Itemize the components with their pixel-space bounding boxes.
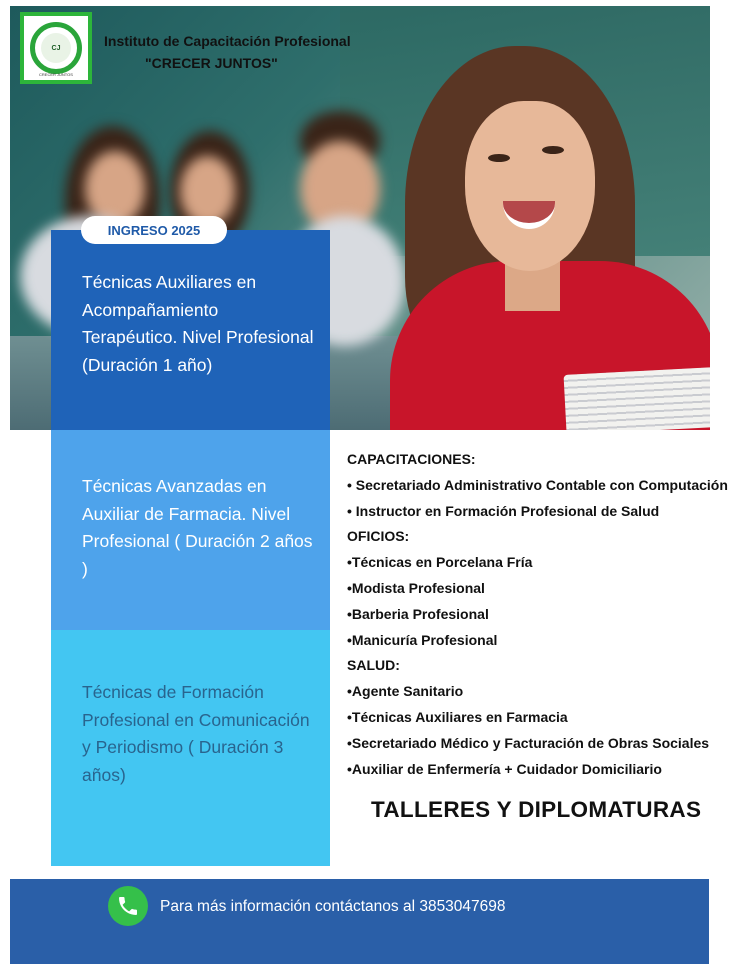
woman-eye-left	[488, 154, 510, 162]
oficios-heading: OFICIOS:	[347, 528, 410, 545]
institute-logo	[20, 12, 92, 84]
logo-ring	[30, 22, 82, 74]
talleres-heading: TALLERES Y DIPLOMATURAS	[371, 797, 702, 822]
list-item: •Auxiliar de Enfermería + Cuidador Domiciliario	[347, 760, 662, 777]
program-card-1	[51, 230, 330, 430]
list-item: • Secretariado Administrativo Contable con Computación	[347, 476, 728, 493]
ingreso-badge: INGRESO 2025	[81, 216, 227, 244]
list-item: •Técnicas Auxiliares en Farmacia	[347, 708, 568, 725]
list-item: •Manicuría Profesional	[347, 631, 498, 648]
courses-list	[347, 447, 727, 782]
program-card-3	[51, 630, 330, 866]
list-item: •Técnicas en Porcelana Fría	[347, 554, 533, 571]
list-item: •Secretariado Médico y Facturación de Obras Sociales	[347, 734, 710, 751]
program-card-1-text: Técnicas Auxiliares en Acompañamiento Terapéutico. Nivel Profesional (Duración 1 año)	[82, 272, 314, 375]
program-card-2-text: Técnicas Avanzadas en Auxiliar de Farmacia. Nivel Profesional ( Duración 2 años )	[82, 476, 313, 579]
logo-text: CJ	[41, 33, 71, 63]
institute-title: "CRECER JUNTOS"	[145, 55, 278, 71]
woman-eye-right	[542, 146, 564, 154]
list-item: •Agente Sanitario	[347, 683, 464, 700]
capacitaciones-heading: CAPACITACIONES:	[347, 451, 476, 467]
whatsapp-icon[interactable]	[108, 886, 148, 926]
list-item: •Barberia Profesional	[347, 605, 489, 622]
list-item: •Modista Profesional	[347, 579, 485, 596]
salud-heading: SALUD:	[347, 657, 400, 674]
woman-face	[465, 101, 595, 271]
program-card-3-text: Técnicas de Formación Profesional en Comunicación y Periodismo ( Duración 3 años)	[82, 682, 310, 785]
list-item: • Instructor en Formación Profesional de Salud	[347, 502, 660, 519]
contact-text: Para más información contáctanos al 3853047698	[160, 898, 506, 915]
phone-icon	[116, 894, 140, 918]
logo-caption: CRECER JUNTOS	[39, 72, 73, 77]
institute-name: Instituto de Capacitación Profesional	[104, 33, 351, 49]
program-card-2	[51, 430, 330, 630]
student-face-1	[85, 151, 145, 226]
books	[564, 367, 710, 430]
